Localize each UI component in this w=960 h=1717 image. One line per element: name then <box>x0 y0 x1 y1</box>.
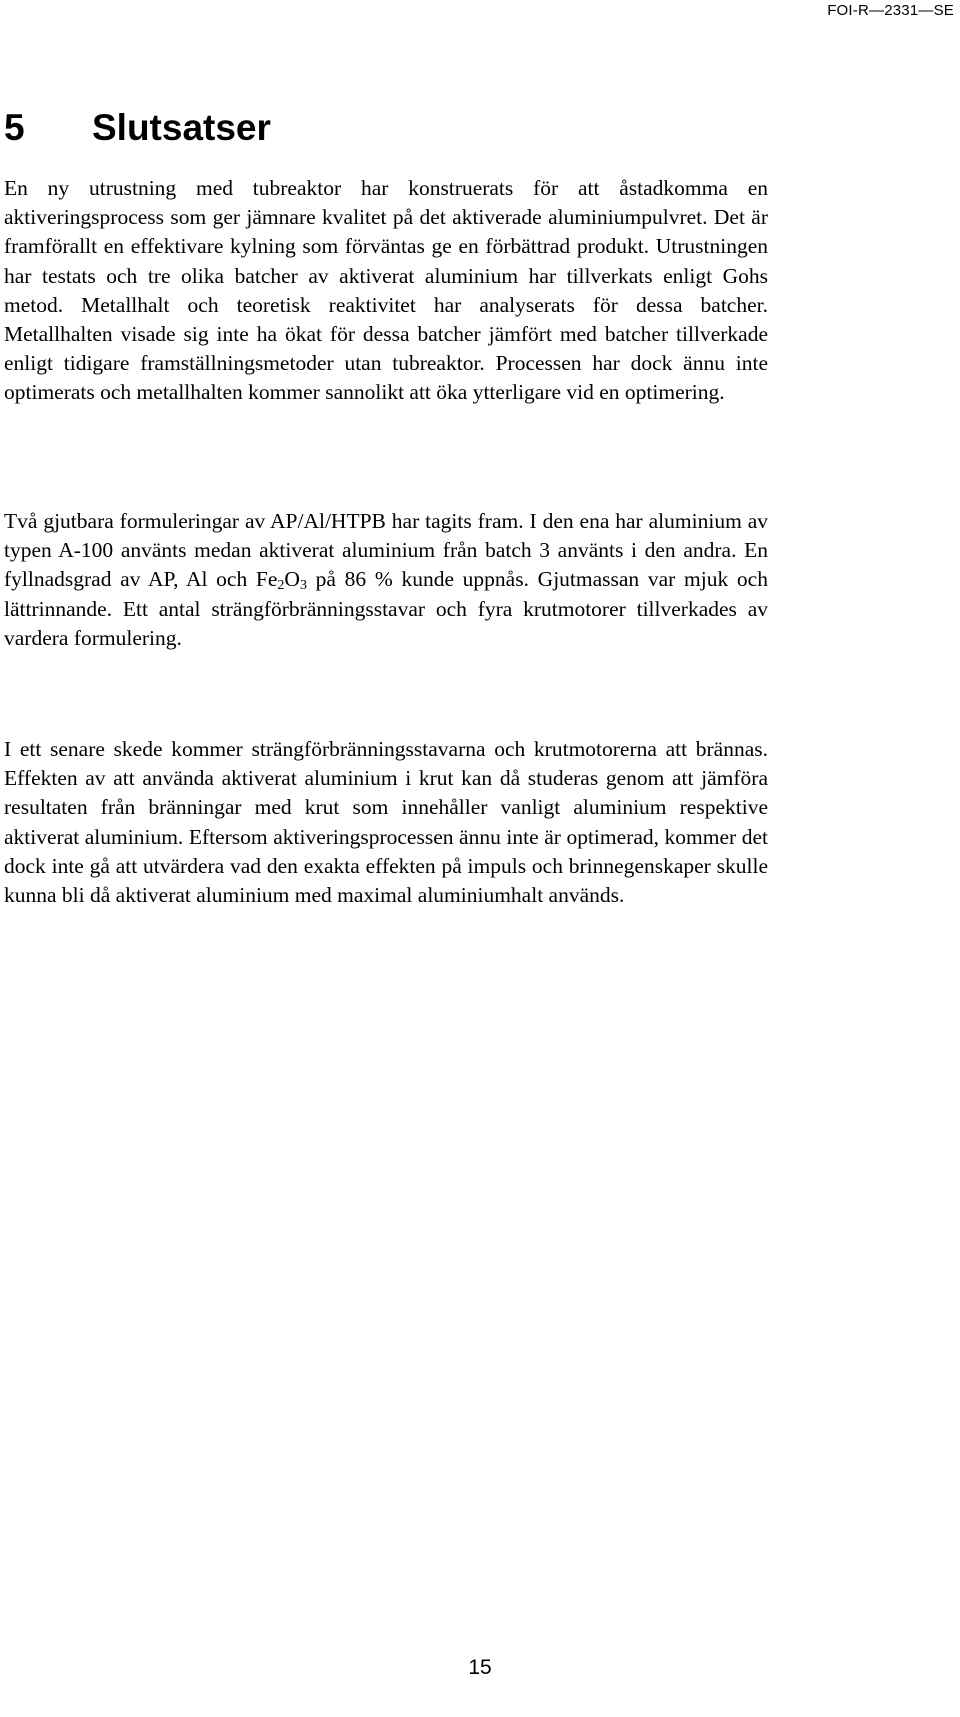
paragraph-2-text-start: Två gjutbara formuleringar av AP/Al/HTPB har tagits fram. I den ena har aluminium av typen A-100 använts medan aktiverat aluminium från batch 3 använts i den andra. En fyllnadsgrad av AP, Al och <box>4 509 768 592</box>
formula-element-o: O <box>284 567 300 592</box>
page-number-text: 15 <box>468 1656 492 1679</box>
chemical-formula <box>255 567 307 594</box>
section-title: Slutsatser <box>92 107 271 148</box>
conclusion-paragraph-1: En ny utrustning med tubreaktor har konstruerats för att åstadkomma en aktiveringsprocess som ger jämnare kvalitet på det aktiverade aluminiumpulvret. Det är framförallt en effektivare kylning som förväntas ge en förbättrad produkt. Utrustningen har testats och tre olika batcher av aktiverat aluminium har tillverkats enligt Gohs metod. Metallhalt och teoretisk reaktivitet har analyserats för dessa batcher. Metallhalten visade sig inte ha ökat för dessa batcher jämfört med batcher tillverkade enligt tidigare framställningsmetoder utan tubreaktor. Processen har dock ännu inte optimerats och metallhalten kommer sannolikt att öka ytterligare vid en optimering. <box>4 176 768 405</box>
page-number <box>0 1656 960 1680</box>
formula-element-fe: Fe <box>255 567 278 592</box>
section-heading <box>4 106 271 150</box>
paragraph-2-text-end: på 86 % kunde uppnås. Gjutmassan var mjuk och lättrinnande. Ett antal strängförbränningsstavar och fyra krutmotorer tillverkades av vardera formulering. <box>4 567 768 650</box>
formula-subscript-2: 3 <box>299 578 307 594</box>
formula-subscript-1: 2 <box>277 578 285 594</box>
conclusion-paragraph-3: I ett senare skede kommer strängförbränningsstavarna och krutmotorerna att brännas. Effekten av att använda aktiverat aluminium i krut kan då studeras genom att jämföra resultaten från bränningar med krut som innehåller vanligt aluminium respektive aktiverat aluminium. Eftersom aktiveringsprocessen ännu inte är optimerad, kommer det dock inte gå att utvärdera vad den exakta effekten på impuls och brinnegenskaper skulle kunna bli då aktiverat aluminium med maximal aluminiumhalt används. <box>4 737 768 908</box>
conclusion-paragraph-2 <box>4 507 768 653</box>
section-number: 5 <box>4 107 25 148</box>
report-id: FOI-R—2331—SE <box>827 2 954 19</box>
